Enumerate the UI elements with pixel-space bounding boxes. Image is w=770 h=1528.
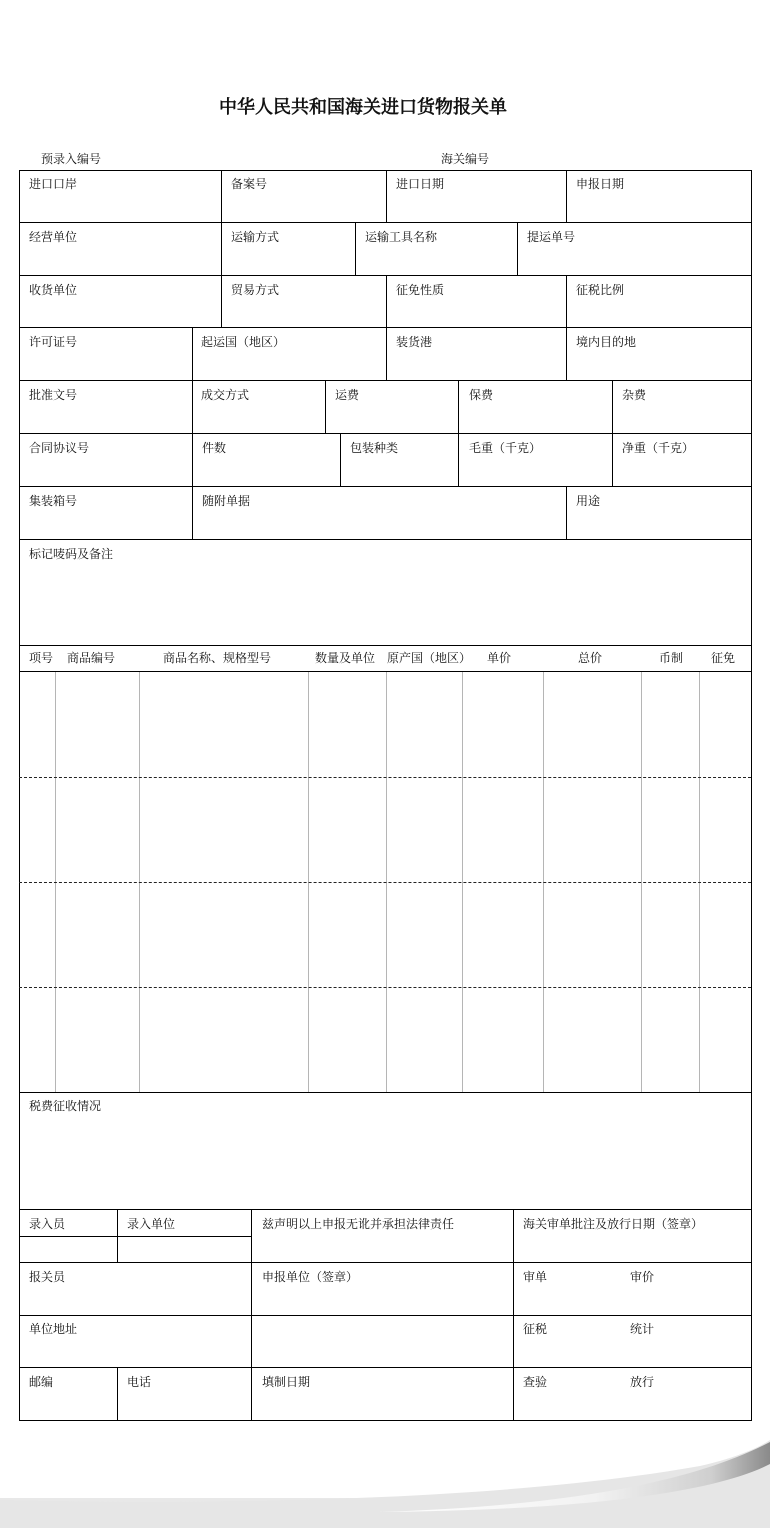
statistics-field[interactable]: 统计 [630, 1322, 655, 1336]
col-origin-country: 原产国（地区） [387, 651, 472, 665]
business-unit-field[interactable]: 经营单位 [29, 230, 78, 244]
trade-mode-field[interactable]: 贸易方式 [231, 283, 280, 297]
cell-divider [192, 433, 193, 487]
goods-row-separator [19, 987, 751, 988]
cell-divider [355, 222, 356, 276]
cell-divider [566, 275, 567, 328]
entry-clerk-field[interactable]: 录入员 [29, 1217, 66, 1231]
record-number-field[interactable]: 备案号 [231, 177, 268, 191]
row-divider [19, 433, 752, 434]
postcode-field[interactable]: 邮编 [29, 1375, 54, 1389]
col-quantity-unit: 数量及单位 [315, 651, 376, 665]
phone-field[interactable]: 电话 [127, 1375, 152, 1389]
cell-divider [340, 433, 341, 487]
row-divider [19, 645, 752, 646]
cell-divider [192, 327, 193, 381]
purpose-field[interactable]: 用途 [576, 494, 601, 508]
loading-port-field[interactable]: 装货港 [396, 335, 433, 349]
insurance-field[interactable]: 保费 [469, 388, 494, 402]
cell-divider [117, 1367, 118, 1421]
import-port-field[interactable]: 进口口岸 [29, 177, 78, 191]
marks-remarks-field[interactable]: 标记唛码及备注 [29, 547, 114, 561]
cell-divider [566, 486, 567, 540]
transport-mode-field[interactable]: 运输方式 [231, 230, 280, 244]
col-total-price: 总价 [578, 651, 603, 665]
approval-number-field[interactable]: 批准文号 [29, 388, 78, 402]
col-commodity-name-spec: 商品名称、规格型号 [163, 651, 272, 665]
origin-country-field[interactable]: 起运国（地区） [201, 335, 286, 349]
package-type-field[interactable]: 包装种类 [350, 441, 399, 455]
cell-divider [192, 380, 193, 434]
cell-divider [386, 275, 387, 328]
container-number-field[interactable]: 集装箱号 [29, 494, 78, 508]
cell-divider [221, 275, 222, 328]
cell-divider [221, 170, 222, 223]
declaration-statement: 兹声明以上申报无讹并承担法律责任 [262, 1217, 455, 1231]
net-weight-field[interactable]: 净重（千克） [622, 441, 695, 455]
row-divider [19, 1367, 752, 1368]
package-count-field[interactable]: 件数 [202, 441, 227, 455]
transport-vehicle-field[interactable]: 运输工具名称 [365, 230, 438, 244]
col-exemption: 征免 [711, 651, 736, 665]
cell-divider [117, 1209, 118, 1263]
row-divider [19, 539, 752, 540]
cell-divider [325, 380, 326, 434]
table-border-left [19, 170, 20, 1421]
exemption-nature-field[interactable]: 征免性质 [396, 283, 445, 297]
cell-divider [192, 486, 193, 540]
broker-field[interactable]: 报关员 [29, 1270, 66, 1284]
col-item-no: 项号 [29, 651, 54, 665]
review-field[interactable]: 审单 [523, 1270, 548, 1284]
misc-charges-field[interactable]: 杂费 [622, 388, 647, 402]
col-commodity-code: 商品编号 [67, 651, 116, 665]
fill-date-field[interactable]: 填制日期 [262, 1375, 311, 1389]
bill-of-lading-field[interactable]: 提运单号 [527, 230, 576, 244]
row-divider [19, 1236, 251, 1237]
transaction-mode-field[interactable]: 成交方式 [201, 388, 250, 402]
attached-documents-field[interactable]: 随附单据 [202, 494, 251, 508]
gross-weight-field[interactable]: 毛重（千克） [469, 441, 542, 455]
freight-field[interactable]: 运费 [335, 388, 360, 402]
declaration-date-field[interactable]: 申报日期 [576, 177, 625, 191]
row-divider [19, 486, 752, 487]
import-date-field[interactable]: 进口日期 [396, 177, 445, 191]
goods-row-separator [19, 882, 751, 883]
inspection-field[interactable]: 查验 [523, 1375, 548, 1389]
consignee-unit-field[interactable]: 收货单位 [29, 283, 78, 297]
row-divider [19, 1262, 752, 1263]
release-field[interactable]: 放行 [630, 1375, 655, 1389]
col-currency: 币制 [659, 651, 684, 665]
unit-address-field[interactable]: 单位地址 [29, 1322, 78, 1336]
cell-divider [458, 380, 459, 434]
form-title: 中华人民共和国海关进口货物报关单 [219, 97, 507, 118]
license-number-field[interactable]: 许可证号 [29, 335, 78, 349]
row-divider [19, 1209, 752, 1210]
contract-number-field[interactable]: 合同协议号 [29, 441, 90, 455]
cell-divider [458, 433, 459, 487]
row-divider [19, 1092, 752, 1093]
cell-divider [612, 433, 613, 487]
entry-unit-field[interactable]: 录入单位 [127, 1217, 176, 1231]
domestic-destination-field[interactable]: 境内目的地 [576, 335, 637, 349]
cell-divider [517, 222, 518, 276]
pricing-field[interactable]: 审价 [630, 1270, 655, 1284]
tax-ratio-field[interactable]: 征税比例 [576, 283, 625, 297]
cell-divider [566, 327, 567, 381]
cell-divider [566, 170, 567, 223]
tax-collection-field[interactable]: 税费征收情况 [29, 1099, 102, 1113]
cell-divider [251, 1209, 252, 1421]
cell-divider [612, 380, 613, 434]
cell-divider [221, 222, 222, 276]
customs-approval-field[interactable]: 海关审单批注及放行日期（签章） [523, 1217, 704, 1231]
customs-number-label: 海关编号 [441, 152, 490, 166]
col-unit-price: 单价 [487, 651, 512, 665]
goods-row-separator [19, 777, 751, 778]
table-border-right [751, 170, 752, 1421]
row-divider [19, 1315, 752, 1316]
page-curl-decoration [0, 1440, 770, 1528]
declaring-unit-field[interactable]: 申报单位（签章） [262, 1270, 359, 1284]
pre-entry-number-label: 预录入编号 [41, 152, 102, 166]
tax-levy-field[interactable]: 征税 [523, 1322, 548, 1336]
cell-divider [386, 327, 387, 381]
cell-divider [513, 1209, 514, 1421]
table-border-bottom [19, 1420, 752, 1421]
cell-divider [386, 170, 387, 223]
